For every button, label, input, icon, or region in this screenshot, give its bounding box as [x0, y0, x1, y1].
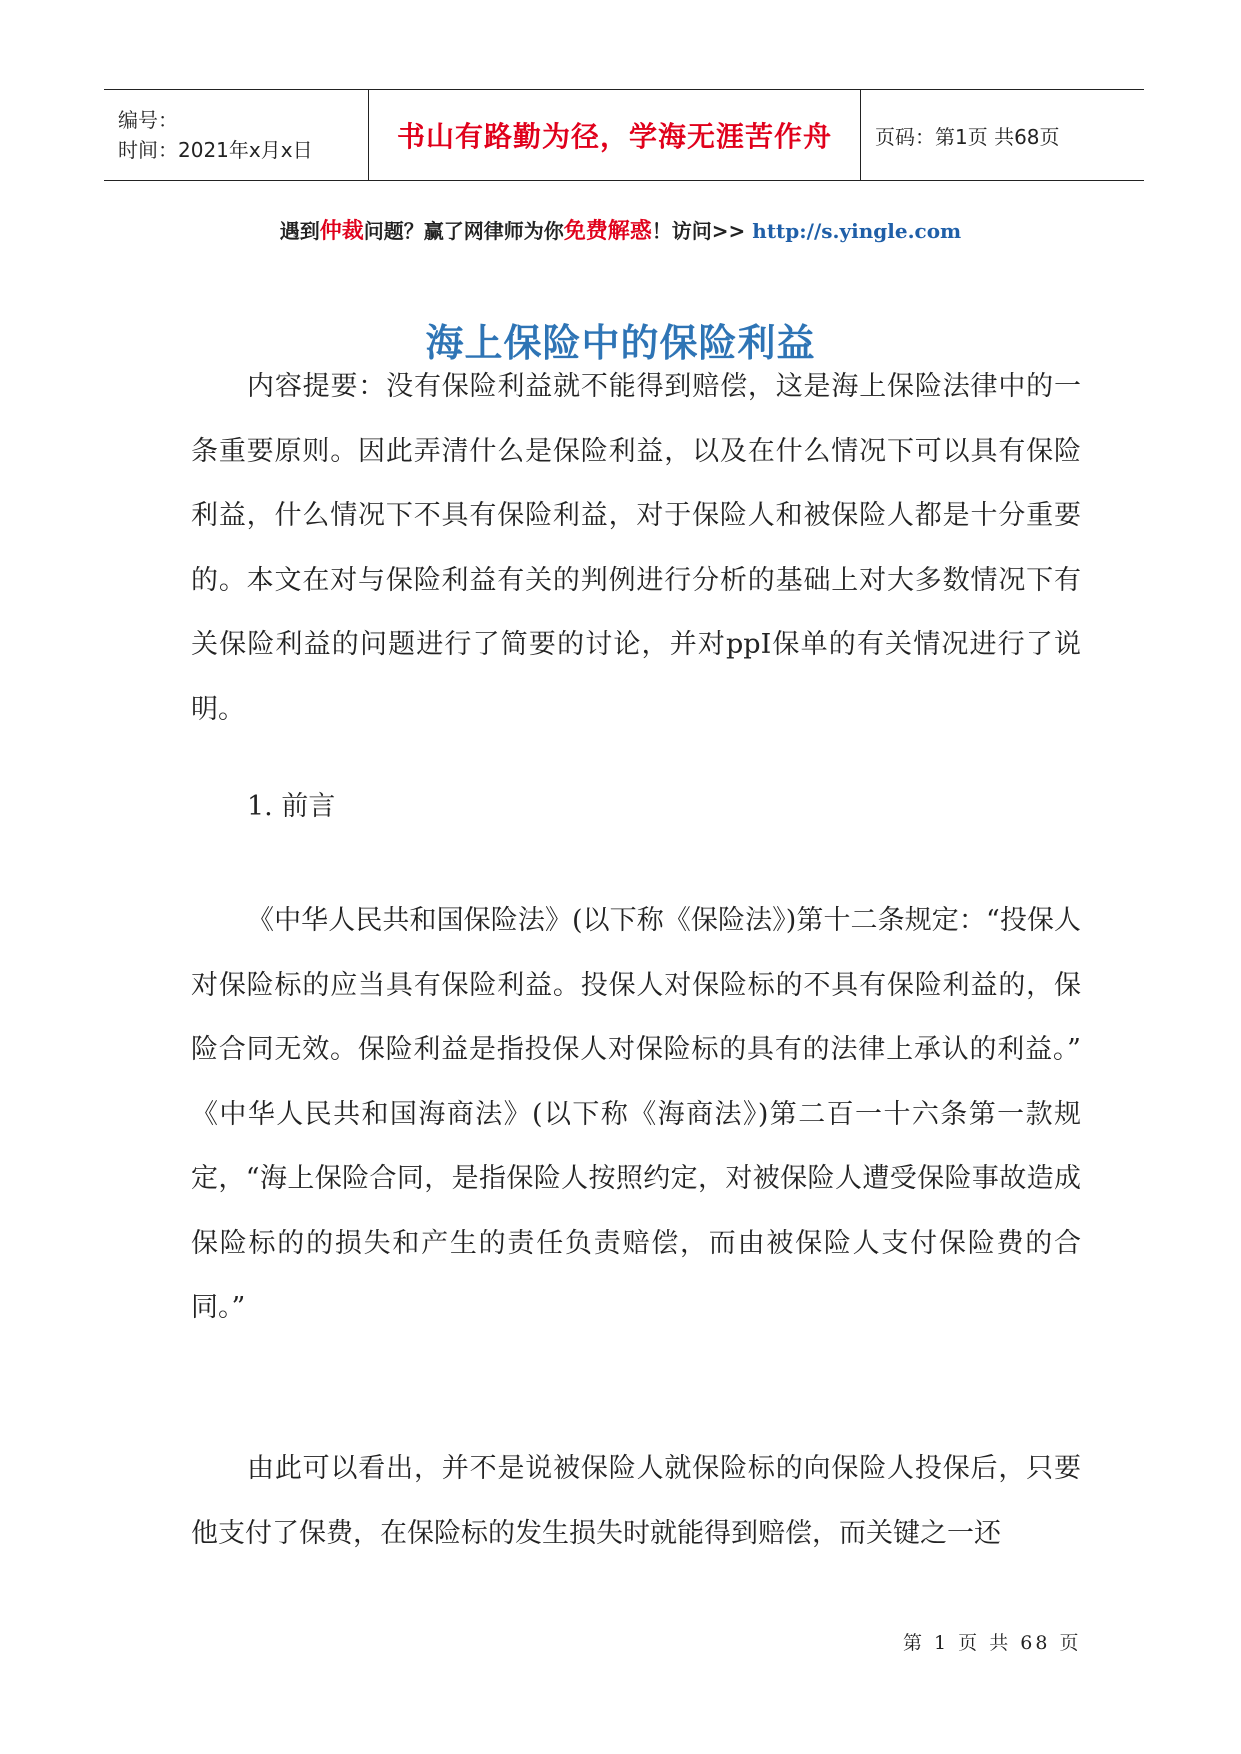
promo-text-2: 问题？赢了网律师为你 [363, 219, 564, 243]
document-time-label: 时间：2021年x月x日 [118, 138, 313, 162]
header-meta-cell [104, 90, 369, 180]
document-number-label: 编号： [118, 108, 178, 132]
conclusion-paragraph: 由此可以看出，并不是说被保险人就保险标的向保险人投保后，只要他支付了保费，在保险标的发生损失时就能得到赔偿，而关键之一还 [191, 1453, 1081, 1549]
document-title: 海上保险中的保险利益 [425, 321, 816, 365]
promo-highlight-free: 免费解惑 [563, 219, 652, 244]
promo-banner [0, 214, 1241, 245]
promo-text-1: 遇到 [279, 219, 320, 243]
header-page-info: 页码：第1页 共68页 [875, 124, 1060, 149]
law-citation-paragraph: 《中华人民共和国保险法》(以下称《保险法》)第十二条规定：“投保人对保险标的应当具有保险利益。投保人对保险标的不具有保险利益的，保险合同无效。保险利益是指投保人对保险标的具有的法律上承认的利益。” 《中华人民共和国海商法》(以下称《海商法》)第二百一十六条第一款规定，“海上保险合同，是指保险人按照约定，对被保险人遭受保险事故造成保险标的的损失和产生的责任负责赔偿，而由被保险人支付保险费的合同。” [191, 905, 1108, 1323]
promo-highlight-arbitration: 仲裁 [319, 219, 364, 244]
section-heading-preface: 1. 前言 [247, 791, 336, 822]
header-motto: 书山有路勤为径，学海无涯苦作舟 [369, 90, 861, 180]
page-footer: 第 1 页 共 68 页 [903, 1632, 1082, 1654]
abstract-paragraph: 内容提要：没有保险利益就不能得到赔偿，这是海上保险法律中的一条重要原则。因此弄清什么是保险利益，以及在什么情况下可以具有保险利益，什么情况下不具有保险利益，对于保险人和被保险人都是十分重要的。本文在对与保险利益有关的判例进行分析的基础上对大多数情况下有关保险利益的问题进行了简要的讨论，并对ppI保单的有关情况进行了说明。 [191, 371, 1081, 725]
document-header [104, 89, 1144, 181]
promo-link[interactable]: http://s.yingle.com [752, 219, 962, 243]
promo-text-3: ！访问>> [651, 219, 753, 243]
